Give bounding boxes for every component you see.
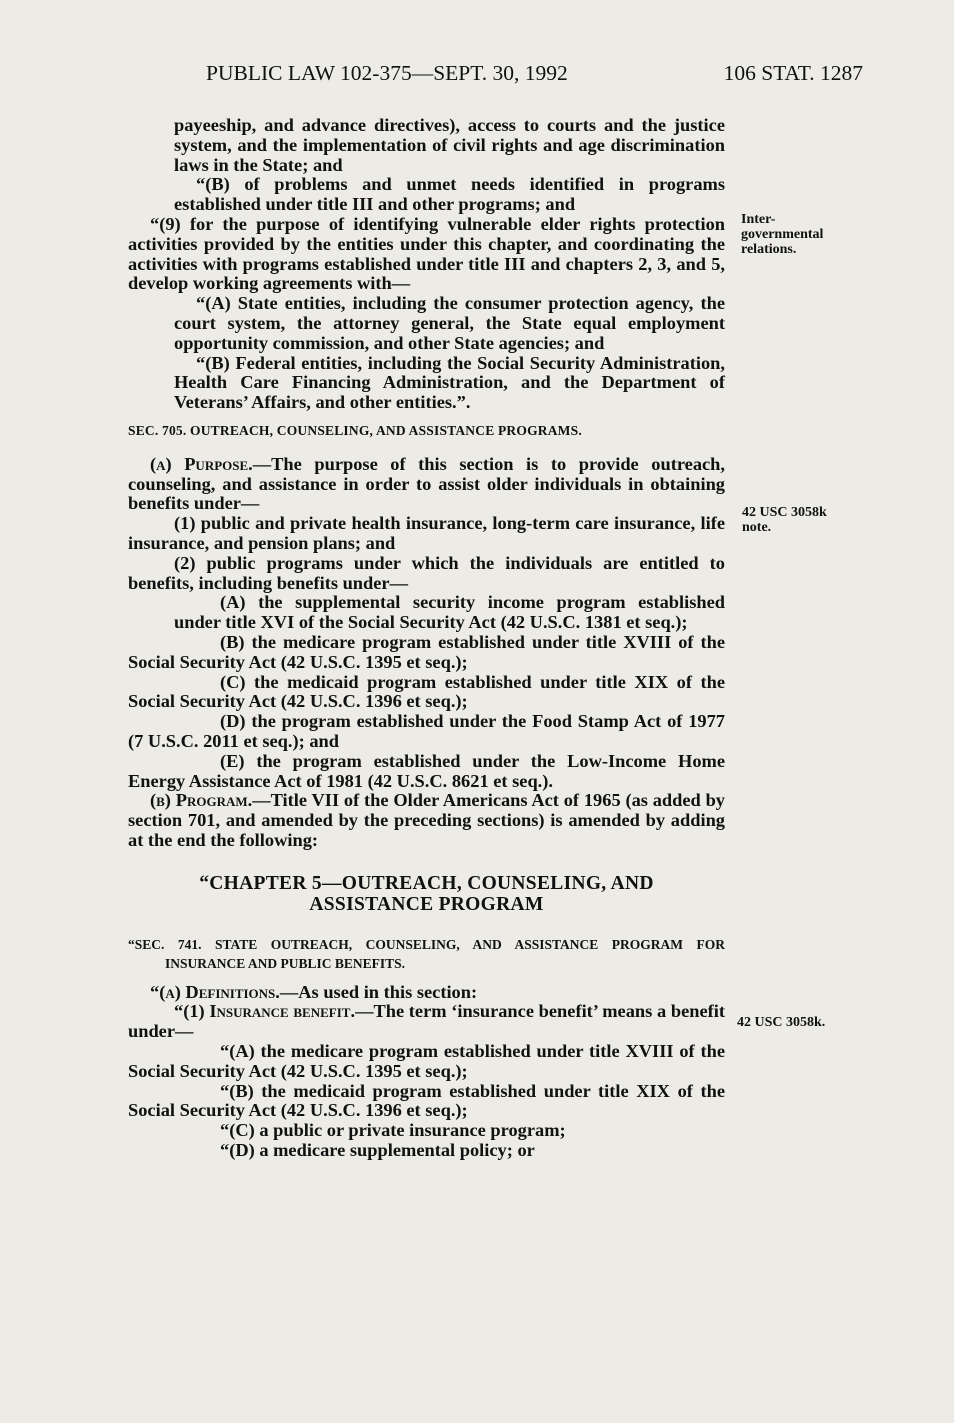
section-heading-741: “SEC. 741. STATE OUTREACH, COUNSELING, AND ASSISTANCE PROGRAM FOR INSURANCE AND PUBLIC BENEFITS. — [128, 936, 725, 971]
paragraph: “(A) State entities, including the consumer protection agency, the court system, the attorney general, the State equal employment opportunity commission, and other State agencies; and — [174, 293, 725, 353]
paragraph: (a) Purpose.—The purpose of this section is to provide outreach, counseling, and assistance in order to assist older individuals in obtaining benefits under— — [128, 453, 726, 514]
margin-note-usc: 42 USC 3058k. — [737, 1015, 826, 1030]
paragraph: “(A) the medicare program established under title XVIII of the Social Security Act (42 U.S.C. 1395 et seq.); — [128, 1041, 725, 1081]
section-heading-705: SEC. 705. OUTREACH, COUNSELING, AND ASSISTANCE PROGRAMS. — [128, 422, 582, 438]
subsection-label: “(1) Insurance benefit. — [174, 1001, 356, 1022]
margin-note-intergovernmental: Inter- governmental relations. — [741, 212, 824, 257]
paragraph: “(B) Federal entities, including the Social Security Administration, Health Care Financing Administration, and the Department of Veterans’ Affairs, and other entities.”. — [174, 352, 725, 413]
paragraph: (C) the medicaid program established under title XIX of the Social Security Act (42 U.S.C. 1396 et seq.); — [128, 671, 725, 712]
paragraph: (E) the program established under the Low-Income Home Energy Assistance Act of 1981 (42 U.S.C. 8621 et seq.). — [128, 750, 725, 791]
body-text — [128, 116, 725, 1161]
header-law-citation: PUBLIC LAW 102-375—SEPT. 30, 1992 — [206, 61, 568, 85]
paragraph: “(B) the medicaid program established under title XIX of the Social Security Act (42 U.S.C. 1396 et seq.); — [128, 1080, 725, 1121]
paragraph: “(a) Definitions.—As used in this section: — [150, 981, 478, 1002]
paragraph: “(D) a medicare supplemental policy; or — [220, 1140, 535, 1161]
paragraph: (1) public and private health insurance, long-term care insurance, life insurance, and pension plans; and — [128, 513, 725, 553]
chapter-heading: “CHAPTER 5—OUTREACH, COUNSELING, AND ASSISTANCE PROGRAM — [199, 872, 654, 915]
subsection-label: (a) Purpose. — [150, 453, 253, 474]
margin-note-usc-note: 42 USC 3058k note. — [742, 505, 827, 535]
paragraph: “(B) of problems and unmet needs identified in programs established under title III and other programs; and — [174, 174, 725, 215]
paragraph: (D) the program established under the Food Stamp Act of 1977 (7 U.S.C. 2011 et seq.); and — [128, 711, 725, 751]
paragraph: (A) the supplemental security income program established under title XVI of the Social Security Act (42 U.S.C. 1381 et seq.); — [174, 592, 725, 633]
paragraph: “(9) for the purpose of identifying vulnerable elder rights protection activities provided by the entities under this chapter, and coordinating the activities with programs established under title III and chapters 2, 3, and 5, develop working agreements with— — [128, 213, 725, 294]
paragraph: (b) Program.—Title VII of the Older Americans Act of 1965 (as added by section 701, and amended by the preceding sections) is amended by adding at the end the following: — [128, 790, 725, 850]
paragraph: (2) public programs under which the individuals are entitled to benefits, including benefits under— — [128, 552, 725, 593]
paragraph: “(C) a public or private insurance program; — [220, 1120, 566, 1141]
subsection-label: “(a) Definitions. — [150, 981, 280, 1002]
subsection-label: (b) Program. — [150, 790, 253, 811]
paragraph: (B) the medicare program established under title XVIII of the Social Security Act (42 U.S.C. 1395 et seq.); — [128, 631, 725, 672]
paragraph: “(1) Insurance benefit.—The term ‘insurance benefit’ means a benefit under— — [128, 1001, 725, 1042]
paragraph: payeeship, and advance directives), access to courts and the justice system, and the implementation of civil rights and age discrimination laws in the State; and — [174, 115, 725, 175]
header-stat-page: 106 STAT. 1287 — [723, 61, 863, 85]
